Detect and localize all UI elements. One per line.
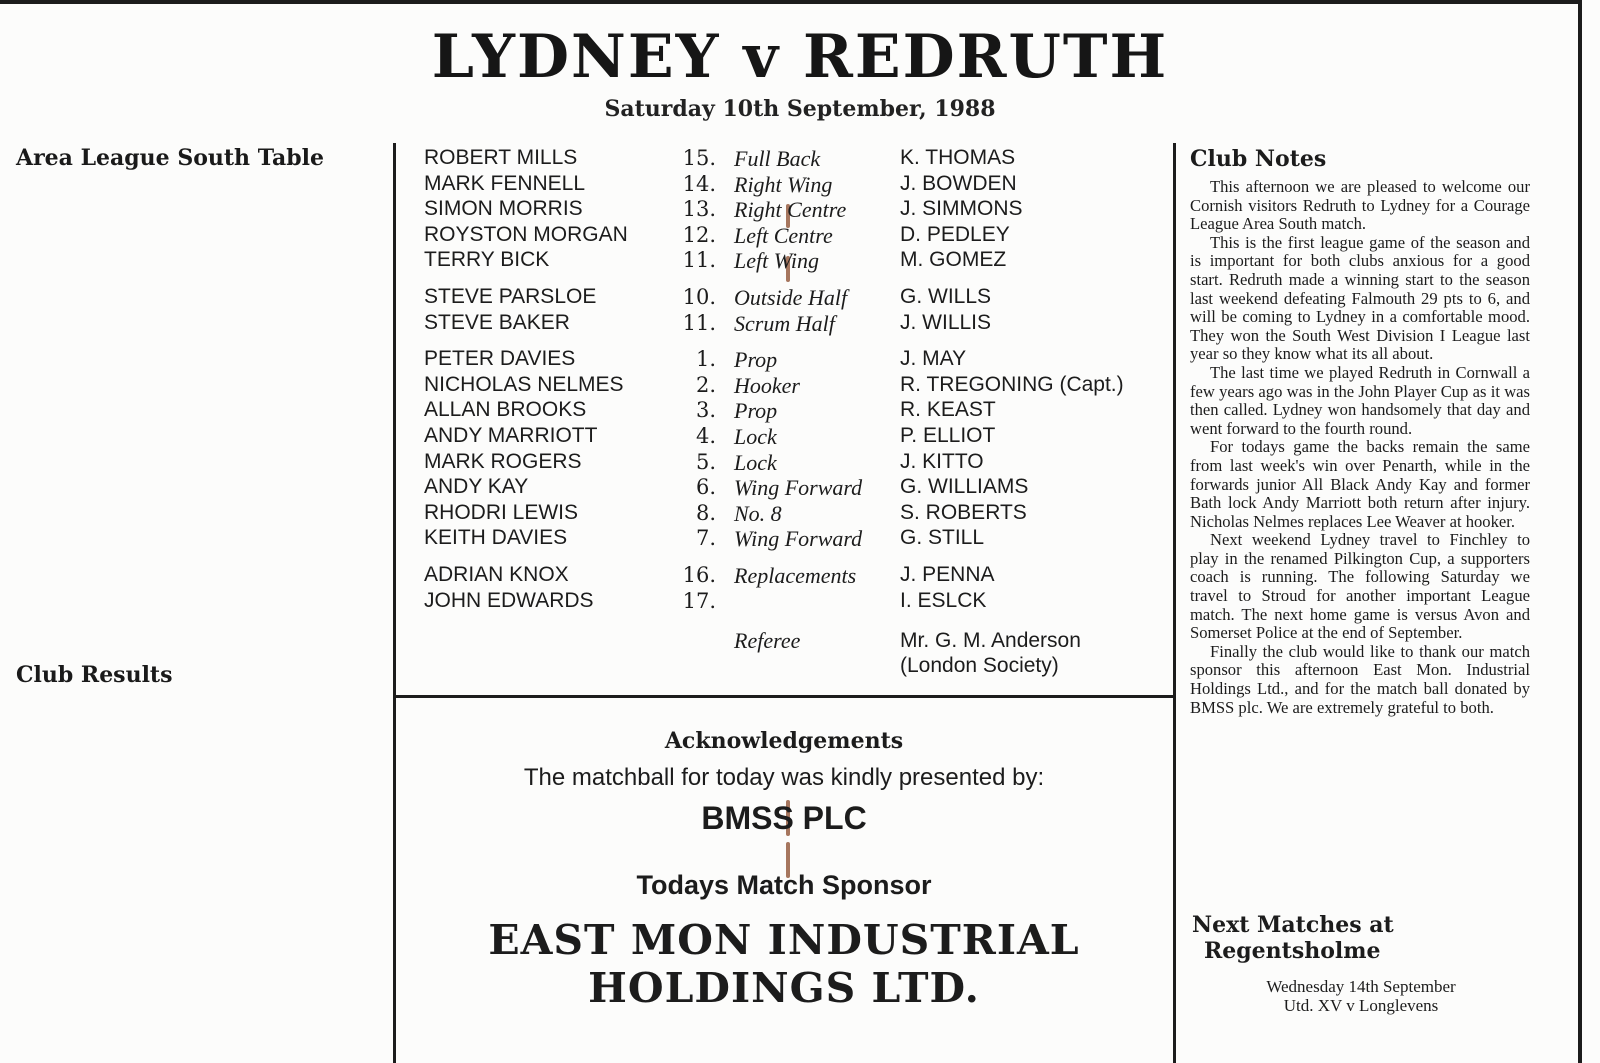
next-matches-heading-line: Next Matches at <box>1192 912 1394 938</box>
match-sponsor-line: HOLDINGS LTD. <box>588 964 980 1012</box>
position: Right Wing <box>734 171 833 197</box>
redruth-player: R. KEAST <box>900 398 996 422</box>
team-row <box>424 197 1164 223</box>
lydney-player: MARK ROGERS <box>424 449 582 473</box>
shirt-number: 13. <box>682 197 716 222</box>
spacer <box>424 336 1164 347</box>
position: Full Back <box>734 146 821 171</box>
redruth-player: J. MAY <box>900 347 967 371</box>
match-sponsor-line: EAST MON INDUSTRIAL <box>488 916 1080 964</box>
team-row <box>424 311 1164 337</box>
match-title: LYDNEY v REDRUTH <box>431 22 1169 92</box>
team-row <box>424 172 1164 198</box>
position: Right Centre <box>734 197 847 223</box>
position: Prop <box>734 347 778 373</box>
team-row <box>424 450 1164 476</box>
club-notes-paragraph: This afternoon we are pleased to welcome our Cornish visitors Redruth to Lydney for a Courage League Area South match. <box>1190 177 1530 234</box>
page-border-top <box>0 0 1582 4</box>
lydney-player: ANDY MARRIOTT <box>424 423 598 447</box>
next-matches-venue: Regentsholme <box>1204 938 1381 964</box>
team-row <box>424 475 1164 501</box>
club-notes-paragraph: Next weekend Lydney travel to Finchley to play in the renamed Pilkington Cup, a supporters coach is running. The following Saturday we travel to Stroud for another important League match. The next home game is versus Avon and Somerset Police at the end of September. <box>1190 530 1530 643</box>
lydney-player: NICHOLAS NELMES <box>424 372 624 396</box>
position: Wing Forward <box>734 475 863 501</box>
team-row <box>424 526 1164 552</box>
club-notes-paragraph: For todays game the backs remain the same from last week's win over Penarth, while in the forwards junior All Black Andy Kay and former Bath lock Andy Marriott both return after injury. Nicholas Nelmes replaces Lee Weaver at hooker. <box>1190 437 1530 531</box>
position: Lock <box>734 449 777 475</box>
next-match-date: Wednesday 14th September <box>1266 977 1456 996</box>
shirt-number: 5. <box>695 449 716 474</box>
redruth-player: M. GOMEZ <box>900 248 1007 272</box>
referee-label: Referee <box>734 628 801 654</box>
position: Left Centre <box>734 222 833 248</box>
team-row <box>424 501 1164 527</box>
shirt-number: 11. <box>682 310 716 335</box>
lydney-player: MARK FENNELL <box>424 171 586 195</box>
referee-row <box>424 628 1164 680</box>
referee-name: Mr. G. M. Anderson <box>900 629 1081 653</box>
spacer <box>424 274 1164 285</box>
club-notes-paragraph: The last time we played Redruth in Cornwall a few years ago was in the John Player Cup as it was then called. Lydney won handsomely that day and went forward to the fourth round. <box>1190 362 1530 438</box>
match-sponsor-name <box>392 916 1176 1012</box>
shirt-number: 4. <box>695 423 716 448</box>
lydney-player: ANDY KAY <box>424 475 529 499</box>
shirt-number: 15. <box>682 146 716 170</box>
match-date: Saturday 10th September, 1988 <box>604 96 996 122</box>
next-match-info <box>1196 977 1526 1015</box>
spacer <box>424 552 1164 563</box>
lydney-player: SIMON MORRIS <box>424 197 583 221</box>
redruth-player: J. WILLIS <box>900 310 992 334</box>
lydney-player: KEITH DAVIES <box>424 526 568 550</box>
lydney-player: ROYSTON MORGAN <box>424 222 628 246</box>
lydney-player: PETER DAVIES <box>424 347 576 371</box>
team-row <box>424 146 1164 172</box>
team-sheet-bottom-rule <box>393 695 1176 698</box>
club-notes-paragraph: Finally the club would like to thank our match sponsor this afternoon East Mon. Industrial Holdings Ltd., and for the match ball donated by BMSS plc. We are extremely grateful to both. <box>1190 641 1530 717</box>
club-notes-heading: Club Notes <box>1190 146 1327 172</box>
redruth-player: R. TREGONING (Capt.) <box>900 372 1124 396</box>
shirt-number: 11. <box>682 248 716 273</box>
team-row <box>424 248 1164 274</box>
club-notes-paragraph: This is the first league game of the season and is important for both clubs anxious for a good start. Redruth made a winning start to the season last weekend defeating Falmouth 29 pts to 6, and will be coming to Lydney in a comfortable mood. They won the South West Division I League last year so they know what its all about. <box>1190 232 1530 364</box>
shirt-number: 6. <box>695 475 716 500</box>
team-row <box>424 563 1164 589</box>
next-match-fixture: Utd. XV v Longlevens <box>1283 996 1439 1015</box>
lydney-player: STEVE PARSLOE <box>424 284 597 308</box>
team-row <box>424 373 1164 399</box>
lydney-player: TERRY BICK <box>424 248 550 272</box>
lydney-player: ADRIAN KNOX <box>424 562 569 586</box>
position: Outside Half <box>734 284 848 310</box>
referee-details <box>900 628 1081 678</box>
shirt-number: 17. <box>682 588 716 613</box>
redruth-player: J. SIMMONS <box>900 197 1023 221</box>
redruth-player: J. BOWDEN <box>900 171 1017 195</box>
redruth-player: S. ROBERTS <box>900 500 1027 524</box>
match-sponsor-label: Todays Match Sponsor <box>636 870 932 900</box>
team-row <box>424 589 1164 615</box>
position: Hooker <box>734 372 800 398</box>
team-sheet <box>424 146 1164 680</box>
redruth-player: P. ELLIOT <box>900 423 996 447</box>
redruth-player: I. ESLCK <box>900 588 987 612</box>
shirt-number: 3. <box>695 398 716 423</box>
shirt-number: 14. <box>682 171 716 196</box>
team-row <box>424 223 1164 249</box>
shirt-number: 12. <box>682 222 716 247</box>
position: Replacements <box>734 562 857 588</box>
shirt-number: 8. <box>695 500 716 525</box>
team-row <box>424 347 1164 373</box>
position: Scrum Half <box>734 310 835 336</box>
acknowledgements-heading: Acknowledgements <box>664 728 904 754</box>
lydney-player: STEVE BAKER <box>424 310 570 334</box>
lydney-player: RHODRI LEWIS <box>424 500 579 524</box>
page-border-right <box>1578 0 1582 1063</box>
redruth-player: K. THOMAS <box>900 146 1016 169</box>
shirt-number: 10. <box>682 284 716 309</box>
redruth-player: J. PENNA <box>900 562 995 586</box>
team-row <box>424 285 1164 311</box>
redruth-player: G. STILL <box>900 526 985 550</box>
shirt-number: 2. <box>695 372 716 397</box>
position: Wing Forward <box>734 526 863 552</box>
lydney-player: ALLAN BROOKS <box>424 398 587 422</box>
lydney-player: JOHN EDWARDS <box>424 588 594 612</box>
position: Prop <box>734 398 778 424</box>
redruth-player: G. WILLS <box>900 284 992 308</box>
redruth-player: D. PEDLEY <box>900 222 1010 246</box>
redruth-player: G. WILLIAMS <box>900 475 1029 499</box>
lydney-player: ROBERT MILLS <box>424 146 578 169</box>
position: No. 8 <box>734 500 782 526</box>
matchball-text: The matchball for today was kindly presented by: <box>523 764 1045 791</box>
redruth-player: J. KITTO <box>900 449 984 473</box>
team-row <box>424 424 1164 450</box>
position: Left Wing <box>734 248 819 274</box>
area-league-table-heading: Area League South Table <box>16 145 324 171</box>
shirt-number: 1. <box>695 347 716 372</box>
ball-sponsor-name: BMSS PLC <box>701 800 867 836</box>
club-results-heading: Club Results <box>16 662 173 688</box>
referee-society: (London Society) <box>900 654 1059 678</box>
position: Lock <box>734 423 777 449</box>
club-notes <box>1190 146 1530 717</box>
next-matches-heading <box>1192 912 1432 964</box>
team-row <box>424 398 1164 424</box>
shirt-number: 16. <box>682 562 716 587</box>
shirt-number: 7. <box>695 526 716 551</box>
